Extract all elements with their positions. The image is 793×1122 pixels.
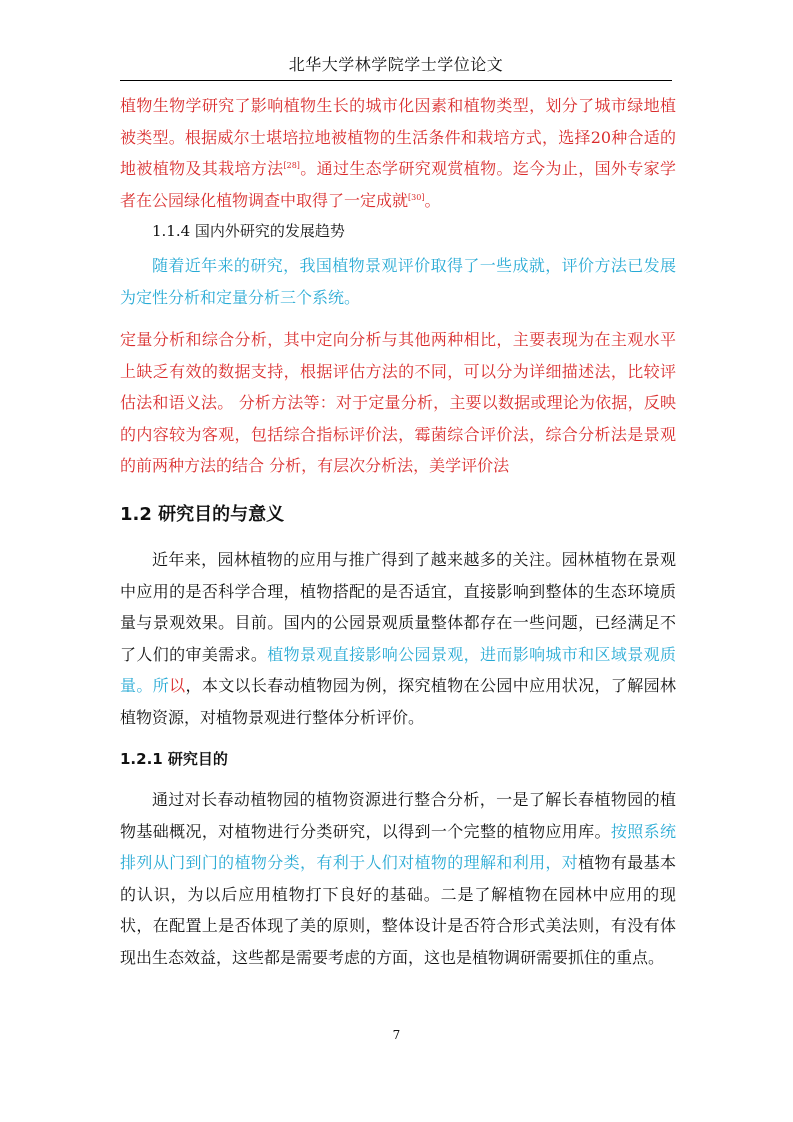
p4-cyan-a: 植物景观直接影响公园景观，进而影响城市和区域景观质量。所	[120, 644, 676, 695]
p1-text-b: 。通过生态学研究观赏植物。迄今为止，国外专家学者在公园绿化植物调查中取得了一定成就	[120, 159, 676, 210]
section-heading-1-2: 1.2 研究目的与意义	[120, 504, 285, 525]
p4-red-a: 以	[169, 676, 186, 695]
paragraph-trend: 随着近年来的研究，我国植物景观评价取得了一些成就，评价方法已发展为定性分析和定量分析三个系统。	[120, 256, 676, 307]
paragraph-research-purpose	[120, 784, 676, 973]
p5-black-a: 通过对长春动植物园的植物资源进行整合分析，一是了解长春植物园的植物基础概况，对植物进行分类研究，以得到一个完整的植物应用库。	[120, 790, 676, 841]
p1-text-c: 。	[424, 190, 441, 210]
paragraph-foreign-research	[120, 90, 676, 216]
citation-30: [30]	[408, 192, 425, 202]
p4-black-a: 近年来，园林植物的应用与推广得到了越来越多的关注。园林植物在景观中应用的是否科学合理，植物搭配的是否适宜，直接影响到整体的生态环境质量与景观效果。目前。国内的公园景观质量整体都存在一些问题，已经满足不了人们的审美需求。	[120, 550, 676, 664]
citation-28: [28]	[283, 161, 300, 170]
paragraph-background	[120, 544, 676, 733]
subsection-heading-1-2-1: 1.2.1 研究目的	[120, 750, 228, 768]
subsection-heading-1-1-4: 1.1.4 国内外研究的发展趋势	[152, 222, 345, 240]
p4-black-b: ，本文以长春动植物园为例，探究植物在公园中应用状况，了解园林植物资源，对植物景观进行整体分析评价。	[120, 676, 676, 727]
p5-cyan-a: 按照系统排列从门到门的植物分类，有利于人们对植物的理解和利用，对	[120, 821, 676, 872]
page-number: 7	[392, 1028, 401, 1042]
header-rule	[120, 80, 672, 81]
running-header: 北华大学林学院学士学位论文	[288, 55, 504, 74]
p1-text-a: 植物生物学研究了影响植物生长的城市化因素和植物类型，划分了城市绿地植被类型。根据威尔士堪培拉地被植物的生活条件和栽培方式，选择20种合适的地被植物及其栽培方法	[120, 96, 676, 178]
paragraph-quantitative-analysis: 定量分析和综合分析，其中定向分析与其他两种相比，主要表现为在主观水平上缺乏有效的数据支持，根据评估方法的不同，可以分为详细描述法，比较评估法和语义法。 分析方法等：对于定量分析，主要以数据或理论为依据，反映的内容较为客观，包括综合指标评价法，霉菌综合评价法，综合分析法是景观的前两种方法的结合 分析，有层次分析法，美学评价法	[120, 330, 676, 475]
p5-black-b: 植物有最基本的认识，为以后应用植物打下良好的基础。二是了解植物在园林中应用的现状，在配置上是否体现了美的原则，整体设计是否符合形式美法则，有没有体现出生态效益，这些都是需要考虑的方面，这也是植物调研需要抓住的重点。	[120, 853, 676, 967]
